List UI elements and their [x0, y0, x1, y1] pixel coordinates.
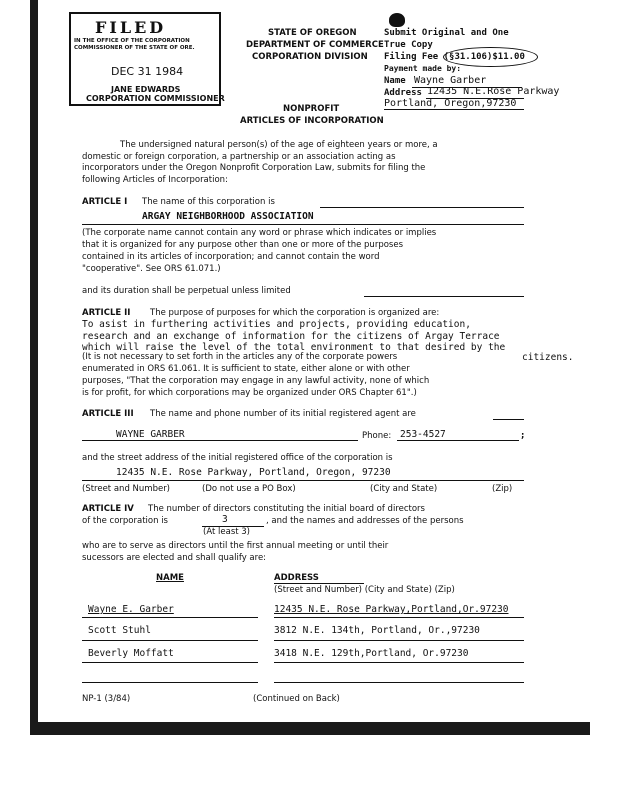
director-name: Scott Stuhl: [88, 625, 151, 636]
article2-label: ARTICLE II: [82, 308, 131, 318]
article1-line1: [320, 207, 524, 208]
payer-address-1: 12435 N.E.Rose Parkway: [427, 86, 560, 97]
purpose-line3: which will raise the level of the total environment to that desired by the: [82, 342, 506, 353]
director2-name-line: [82, 640, 258, 641]
office-address: 12435 N.E. Rose Parkway, Portland, Oregon, 97230: [116, 467, 391, 478]
purpose-line4: citizens.: [522, 352, 574, 363]
address-label: Address: [384, 88, 422, 98]
article4-text1: The number of directors constituting the initial board of directors: [148, 504, 425, 514]
director1-name-line: [82, 617, 258, 618]
article1-note1: (The corporate name cannot contain any word or phrase which indicates or implies: [82, 228, 437, 238]
intro-line1: The undersigned natural person(s) of the age of eighteen years or more, a: [120, 140, 438, 150]
address-column-header: ADDRESS: [274, 573, 319, 583]
article4-text3: who are to serve as directors until the first annual meeting or until their: [82, 541, 389, 551]
purpose-line1: To asist in furthering activities and projects, providing education,: [82, 319, 471, 330]
duration-line: [364, 296, 524, 297]
stamp-office-line1: IN THE OFFICE OF THE CORPORATION: [74, 38, 190, 44]
director-count: 3: [222, 514, 228, 525]
payment-made-by: Payment made by:: [384, 64, 462, 73]
article4-text2a: of the corporation is: [82, 516, 168, 526]
phone-label: Phone:: [362, 431, 392, 441]
stamp-commissioner: JANE EDWARDS: [111, 85, 181, 94]
name-label: Name: [384, 76, 406, 86]
title-line1: NONPROFIT: [283, 104, 340, 114]
header-line2: DEPARTMENT OF COMMERCE: [246, 40, 384, 50]
street-label: (Street and Number): [82, 484, 171, 494]
article3-text: The name and phone number of its initial registered agent are: [150, 409, 416, 419]
intro-line4: following Articles of Incorporation:: [82, 175, 228, 185]
header-line1: STATE OF OREGON: [268, 28, 357, 38]
duration-text: and its duration shall be perpetual unless limited: [82, 286, 291, 296]
article2-note2: enumerated in ORS 61.061. It is sufficient to state, either alone or with other: [82, 364, 410, 374]
address2-underline: [384, 109, 524, 110]
address-column-sub: (Street and Number) (City and State) (Zip): [274, 585, 455, 595]
ink-blot: [389, 13, 405, 27]
phone-semicolon: ;: [521, 431, 525, 441]
agent-phone: 253-4527: [400, 429, 446, 440]
article1-line2: [82, 224, 524, 225]
intro-line2: domestic or foreign corporation, a partnership or an association acting as: [82, 152, 396, 162]
article1-label: ARTICLE I: [82, 197, 128, 207]
article2-note4: is for profit, for which corporations may be organized under ORS Chapter 61".): [82, 388, 417, 398]
director4-name-line: [82, 682, 258, 683]
submit-line2: True Copy: [384, 40, 433, 50]
header-line3: CORPORATION DIVISION: [252, 52, 368, 62]
submit-line1: Submit Original and One: [384, 28, 509, 38]
registered-agent: WAYNE GARBER: [116, 429, 185, 440]
article1-text: The name of this corporation is: [142, 197, 275, 207]
stamp-footer: CORPORATION COMMISSIONER: [86, 94, 225, 103]
purpose-line2: research and an exchange of information for the citizens of Argay Terrace: [82, 331, 500, 342]
corporation-name: ARGAY NEIGHBORHOOD ASSOCIATION: [142, 211, 314, 222]
article4-text2b: , and the names and addresses of the persons: [266, 516, 464, 526]
filing-fee: Filing Fee (§31.106)$11.00: [384, 52, 525, 62]
article3-line1: [493, 419, 524, 420]
city-label: (City and State): [370, 484, 438, 494]
article4-label: ARTICLE IV: [82, 504, 134, 514]
article1-note2: that it is organized for any purpose other than one or more of the purposes: [82, 240, 403, 250]
director3-address-line: [274, 662, 524, 663]
director-address: 3418 N.E. 129th,Portland, Or.97230: [274, 648, 469, 659]
pobox-label: (Do not use a PO Box): [202, 484, 296, 494]
director2-address-line: [274, 640, 524, 641]
director3-name-line: [82, 662, 258, 663]
article2-note3: purposes, "That the corporation may engage in any lawful activity, none of which: [82, 376, 430, 386]
stamp-title: FILED: [95, 18, 167, 37]
director-address: 12435 N.E. Rose Parkway,Portland,Or.97230: [274, 604, 509, 615]
phone-line: [397, 440, 519, 441]
article4-text4: sucessors are elected and shall qualify are:: [82, 553, 267, 563]
office-line: [82, 480, 524, 481]
stamp-date: DEC 31 1984: [111, 65, 184, 78]
office-text: and the street address of the initial registered office of the corporation is: [82, 453, 393, 463]
article1-note4: "cooperative". See ORS 61.071.): [82, 264, 221, 274]
payer-name: Wayne Garber: [414, 75, 487, 86]
director1-address-line: [274, 617, 524, 618]
page-bottom-shadow: [30, 722, 590, 735]
director-address: 3812 N.E. 134th, Portland, Or.,97230: [274, 625, 480, 636]
title-line2: ARTICLES OF INCORPORATION: [240, 116, 384, 126]
address-header-line: [274, 583, 364, 584]
payer-address-2: Portland, Oregon,97230: [384, 98, 517, 109]
article3-label: ARTICLE III: [82, 409, 134, 419]
director-name: Wayne E. Garber: [88, 604, 174, 615]
continued-note: (Continued on Back): [253, 694, 340, 704]
director-name: Beverly Moffatt: [88, 648, 174, 659]
zip-label: (Zip): [492, 484, 513, 494]
article1-note3: contained in its articles of incorporation; and cannot contain the word: [82, 252, 380, 262]
filed-stamp: [69, 12, 221, 106]
name-column-header: NAME: [156, 573, 184, 583]
intro-line3: incorporators under the Oregon Nonprofit Corporation Law, submits for filing the: [82, 163, 426, 173]
director4-address-line: [274, 682, 524, 683]
article2-text: The purpose of purposes for which the corporation is organized are:: [150, 308, 440, 318]
agent-line: [82, 440, 358, 441]
page-edge-shadow: [30, 0, 38, 735]
stamp-office-line2: COMMISSIONER OF THE STATE OF ORE.: [74, 45, 195, 51]
form-number: NP-1 (3/84): [82, 694, 131, 704]
article2-note1: (It is not necessary to set forth in the articles any of the corporate powers: [82, 352, 398, 362]
at-least-label: (At least 3): [203, 527, 251, 537]
